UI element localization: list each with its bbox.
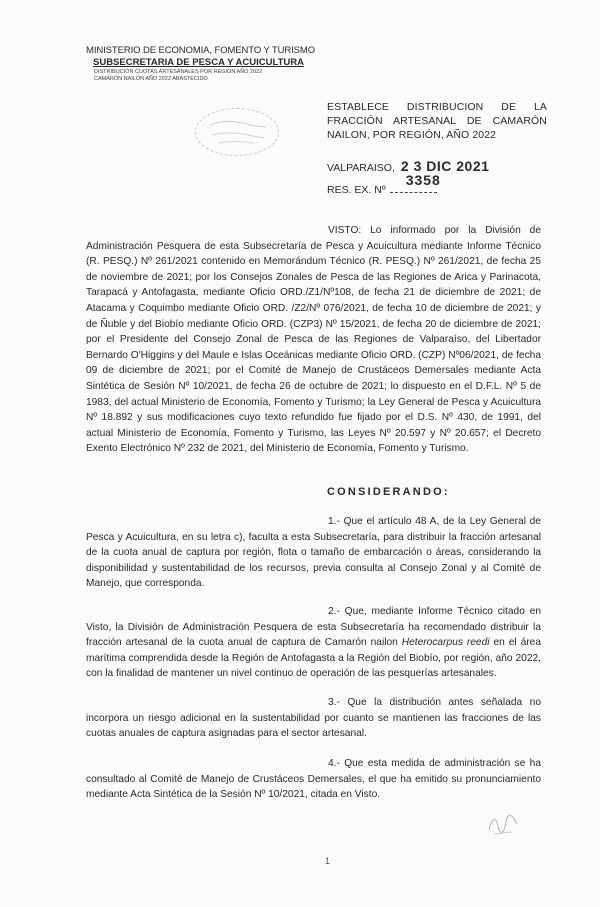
considerando-num: 2.- bbox=[328, 606, 340, 617]
considerando-3 bbox=[86, 695, 541, 742]
considerando-num: 4.- bbox=[328, 758, 340, 769]
species-name: Heterocarpus reedi bbox=[401, 637, 490, 649]
resolution-summary: ESTABLECE DISTRIBUCION DE LA FRACCIÓN ARTESANAL DE CAMARÓN NAILON, POR REGIÓN, AÑO 2022 bbox=[327, 101, 547, 141]
considerando-text: en el área marítima comprendida desde la Región de Antofagasta a la Región del Biobío, por región, año 2022, con la finalidad de mantener un nivel continuo de operación de las pesquerías artesanales. bbox=[86, 637, 541, 680]
considerando-text: Que esta medida de administración se ha consultado al Comité de Manejo de Crustáceos Demersales, el que ha emitido su pronunciamiento mediante Acta Sintética de la Sesión Nº 10/2021, citada en Visto. bbox=[86, 758, 541, 801]
considerando-4 bbox=[86, 756, 541, 803]
letterhead-subtitle-2: CAMARÓN NAILON AÑO 2022 ABASTECIDO bbox=[94, 76, 208, 82]
considerando-1 bbox=[86, 514, 541, 592]
resolution-number-line bbox=[327, 172, 441, 196]
visto-lead: VISTO: bbox=[328, 225, 362, 236]
considerando-text: Que la distribución antes señalada no incorpora un riesgo adicional en la sustentabilidad por cuanto se mantienen las fracciones de las cuotas anuales de captura asignadas para el sector artesanal. bbox=[86, 697, 541, 740]
place-label: VALPARAISO, bbox=[327, 162, 395, 174]
letterhead-subtitle-1: DISTRIBUCIÓN CUOTAS ARTESANALES POR REGION AÑO 2022 bbox=[94, 69, 263, 75]
page-number: 1 bbox=[325, 856, 331, 866]
res-ex-label: RES. EX. Nº bbox=[327, 184, 386, 196]
res-number: 3358 bbox=[405, 172, 441, 188]
ministry-name: MINISTERIO DE ECONOMIA, FOMENTO Y TURISMO bbox=[86, 45, 316, 56]
res-number-field bbox=[390, 172, 441, 193]
considerando-num: 3.- bbox=[328, 697, 340, 708]
considerando-num: 1.- bbox=[328, 516, 340, 527]
considerando-heading: CONSIDERANDO: bbox=[327, 486, 450, 498]
considerando-text: Que el artículo 48 A, de la Ley General de Pesca y Acuicultura, en su letra c), faculta a esta Subsecretaría, para distribuir la fracción artesanal de la cuota anual de captura por región, flota o tamaño de embarcación o áreas, considerando la disponibilidad y sustentabilidad de los recursos, previa consulta al Consejo Zonal y al Comité de Manejo, que corresponda. bbox=[86, 516, 541, 590]
signature-mark-icon bbox=[486, 812, 520, 843]
visto-text: Lo informado por la División de Administración Pesquera de esta Subsecretaría de Pesca y Acuicultura mediante Informe Técnico (R. PESQ.) Nº 261/2021 contenido en Memorándum Técnico (R. PESQ.) Nº 261/2021, de fecha 25 de noviembre de 2021; por los Consejos Zonales de Pesca de las Regiones de Arica y Parinacota, Tarapacá y Antofagasta, mediante Oficio ORD./Z1/Nº108, de fecha 21 de diciembre de 2021; de Atacama y Coquimbo mediante Oficio ORD. /Z2/Nº 076/2021, de fecha 10 de diciembre de 2021; y de Ñuble y del Biobío mediante Oficio ORD. (CZP3) Nº 15/2021, de fecha 20 de diciembre de 2021; por el Presidente del Consejo Zonal de Pesca de las Regiones de Valparaíso, del Libertador Bernardo O'Higgins y del Maule e Islas Oceánicas mediante Oficio ORD. (CZP) Nº06/2021, de fecha 09 de diciembre de 2021; por el Comité de Manejo de Crustáceos Demersales mediante Acta Sintética de Sesión Nº 10/2021, de fecha 26 de octubre de 2021; lo dispuesto en el D.F.L. Nº 5 de 1983, del actual Ministerio de Economía, Fomento y Turismo; la Ley General de Pesca y Acuicultura Nº 18.892 y sus modificaciones cuyo texto refundido fue fijado por el D.S. Nº 430, de 1991, del actual Ministerio de Economía, Fomento y Turismo, las Leyes Nº 20.597 y Nº 20.657; el Decreto Exento Electrónico Nº 232 de 2021, del Ministerio de Economía, Fomento y Turismo. bbox=[86, 225, 541, 455]
considerando-text: Que, mediante Informe Técnico citado en Visto, la División de Administración Pesquera de esta Subsecretaría ha recomendado distribuir la fracción artesanal de la cuota anual de captura de Camarón nailon bbox=[86, 606, 541, 649]
subsecretaria-name: SUBSECRETARIA DE PESCA Y ACUICULTURA bbox=[93, 57, 304, 68]
considerando-2 bbox=[86, 604, 541, 682]
faded-stamp-icon bbox=[195, 108, 279, 156]
date-stamp: 2 3 DIC 2021 bbox=[400, 158, 490, 174]
letterhead bbox=[86, 45, 336, 83]
visto-paragraph bbox=[86, 223, 541, 457]
